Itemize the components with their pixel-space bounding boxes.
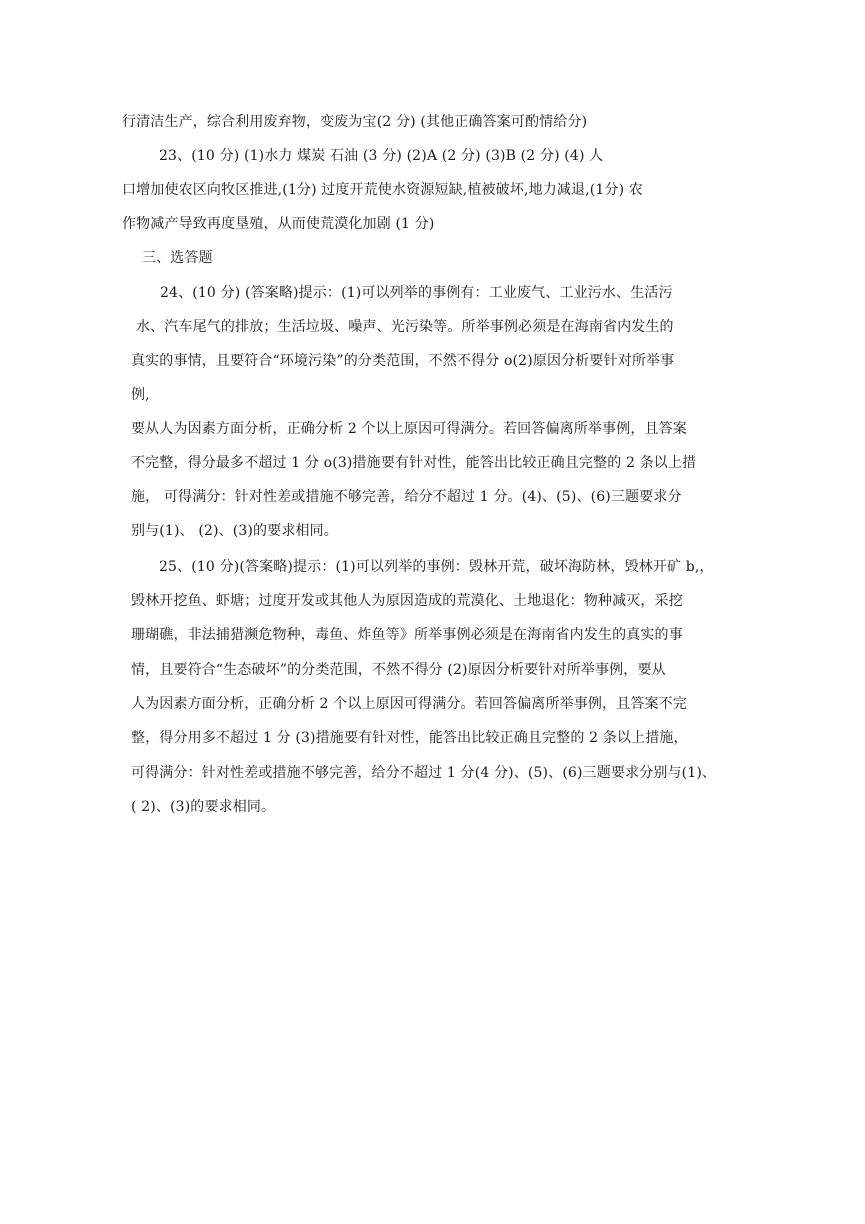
text-line: 不完整，得分最多不超过 1 分 o(3)措施要有针对性，能答出比较正确且完整的 2 条以上措 bbox=[131, 455, 697, 471]
text-line: 23、(10 分) (1)水力 煤炭 石油 (3 分) (2)A (2 分) (3)B (2 分) (4) 人 bbox=[159, 148, 604, 164]
text-line: 人为因素方面分析，正确分析 2 个以上原因可得满分。若回答偏离所举事例，且答案不完 bbox=[131, 696, 687, 712]
text-line: 整，得分用多不超过 1 分 (3)措施要有针对性，能答出比较正确且完整的 2 条以上措施， bbox=[131, 730, 688, 746]
text-line: 可得满分：针对性差或措施不够完善，给分不超过 1 分(4 分)、(5)、(6)三题要求分别与(1)、 bbox=[131, 765, 717, 781]
text-line: 施， 可得满分：针对性差或措施不够完善，给分不超过 1 分。(4)、(5)、(6)三题要求分 bbox=[131, 489, 682, 505]
text-line: ( 2)、(3)的要求相同。 bbox=[131, 799, 276, 815]
text-line: 作物减产导致再度垦殖，从而使荒漠化加剧 (1 分) bbox=[122, 216, 435, 232]
text-line: 24、(10 分) (答案略)提示：(1)可以列举的事例有：工业废气、工业污水、生活污 bbox=[160, 285, 673, 301]
text-line: 真实的事情，且要符合“环境污染”的分类范围，不然不得分 o(2)原因分析要针对所举事 bbox=[131, 353, 675, 369]
text-line: 25、(10 分)(答案略)提示：(1)可以列举的事例：毁林开荒，破坏海防林，毁林开矿 b,， bbox=[159, 559, 714, 575]
text-line: 例, bbox=[131, 387, 150, 403]
text-line: 毁林开挖鱼、虾塘；过度开发或其他人为原因造成的荒漠化、土地退化：物种减灭，采挖 bbox=[131, 593, 683, 609]
text-line: 情，且要符合“生态破坏”的分类范围，不然不得分 (2)原因分析要针对所举事例，要从 bbox=[131, 662, 666, 678]
text-line: 要从人为因素方面分析，正确分析 2 个以上原因可得满分。若回答偏离所举事例，且答案 bbox=[131, 421, 687, 437]
text-line: 口增加使农区向牧区推进,(1分) 过度开荒使水资源短缺,植被破坏,地力减退,(1分) 农 bbox=[122, 182, 643, 198]
text-line: 水、汽车尾气的排放；生活垃圾、噪声、光污染等。所举事例必须是在海南省内发生的 bbox=[136, 319, 674, 335]
text-line: 珊瑚礁，非法捕猎濒危物种，毒鱼、炸鱼等》所举事例必须是在海南省内发生的真实的事 bbox=[131, 627, 683, 643]
section-heading: 三、选答题 bbox=[142, 250, 213, 266]
text-line: 别与(1)、 (2)、(3)的要求相同。 bbox=[131, 523, 338, 539]
text-line: 行清洁生产，综合利用废弃物，变废为宝(2 分) (其他正确答案可酌情给分) bbox=[122, 114, 588, 130]
